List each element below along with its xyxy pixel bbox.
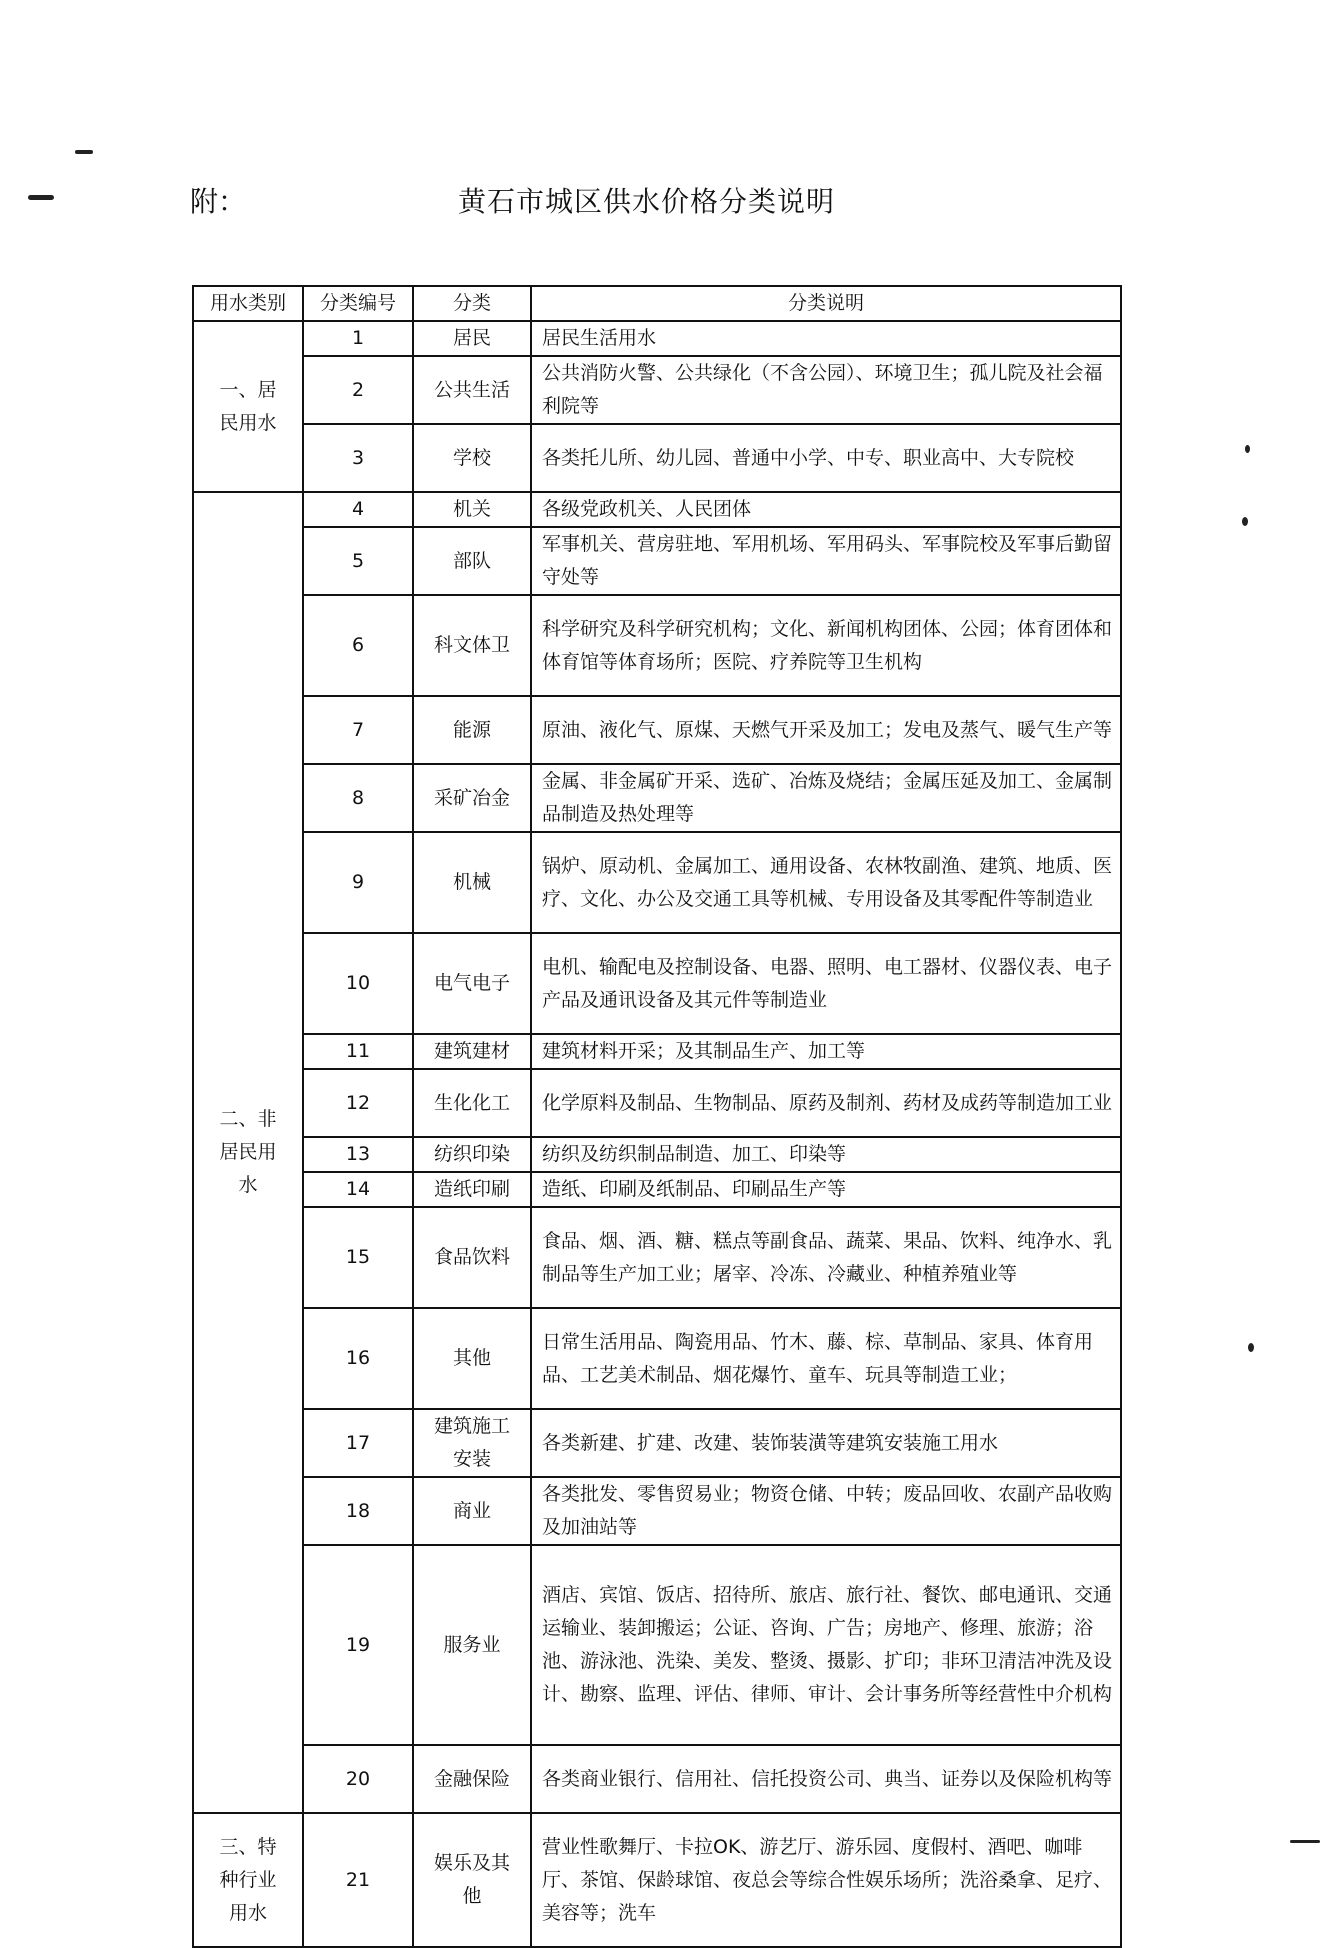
table-row [193,1545,1121,1745]
scan-speck [1242,517,1248,526]
class-cell: 娱乐及其他 [413,1813,531,1947]
description-cell: 各类托儿所、幼儿园、普通中小学、中专、职业高中、大专院校 [531,424,1121,492]
table-row [193,1813,1121,1947]
document-header [190,180,1130,220]
description-cell: 科学研究及科学研究机构；文化、新闻机构团体、公园；体育团体和体育馆等体育场所；医院、疗养院等卫生机构 [531,595,1121,696]
code-cell: 9 [303,832,413,933]
table-row [193,1069,1121,1137]
description-cell: 各级党政机关、人民团体 [531,492,1121,527]
class-cell: 建筑施工安装 [413,1409,531,1477]
table-row [193,321,1121,356]
description-cell: 居民生活用水 [531,321,1121,356]
table-header-row [193,286,1121,321]
table-row [193,1172,1121,1207]
code-cell: 13 [303,1137,413,1172]
table-row [193,1034,1121,1069]
code-cell: 14 [303,1172,413,1207]
description-cell: 各类批发、零售贸易业；物资仓储、中转；废品回收、农副产品收购及加油站等 [531,1477,1121,1545]
code-cell: 16 [303,1308,413,1409]
description-cell: 各类新建、扩建、改建、装饰装潢等建筑安装施工用水 [531,1409,1121,1477]
scan-speck [1245,445,1250,453]
description-cell: 金属、非金属矿开采、选矿、冶炼及烧结；金属压延及加工、金属制品制造及热处理等 [531,764,1121,832]
table-row [193,696,1121,764]
class-cell: 生化化工 [413,1069,531,1137]
class-cell: 部队 [413,527,531,595]
header-code: 分类编号 [303,286,413,321]
class-cell: 金融保险 [413,1745,531,1813]
code-cell: 10 [303,933,413,1034]
code-cell: 19 [303,1545,413,1745]
code-cell: 7 [303,696,413,764]
class-cell: 采矿冶金 [413,764,531,832]
code-cell: 15 [303,1207,413,1308]
code-cell: 12 [303,1069,413,1137]
scan-speck [1290,1840,1320,1843]
description-cell: 化学原料及制品、生物制品、原药及制剂、药材及成药等制造加工业 [531,1069,1121,1137]
header-category: 用水类别 [193,286,303,321]
scan-speck [75,150,93,154]
class-cell: 科文体卫 [413,595,531,696]
table-row [193,356,1121,424]
description-cell: 各类商业银行、信用社、信托投资公司、典当、证券以及保险机构等 [531,1745,1121,1813]
header-class: 分类 [413,286,531,321]
class-cell: 造纸印刷 [413,1172,531,1207]
table-row [193,424,1121,492]
table-row [193,832,1121,933]
class-cell: 其他 [413,1308,531,1409]
table-row [193,1137,1121,1172]
code-cell: 20 [303,1745,413,1813]
scan-speck [28,195,54,200]
class-cell: 能源 [413,696,531,764]
scan-speck [1248,1343,1254,1352]
description-cell: 原油、液化气、原煤、天燃气开采及加工；发电及蒸气、暖气生产等 [531,696,1121,764]
description-cell: 纺织及纺织制品制造、加工、印染等 [531,1137,1121,1172]
table-row [193,595,1121,696]
category-cell: 二、非居民用水 [193,492,303,1813]
description-cell: 日常生活用品、陶瓷用品、竹木、藤、棕、草制品、家具、体育用品、工艺美术制品、烟花爆竹、童车、玩具等制造工业； [531,1308,1121,1409]
code-cell: 8 [303,764,413,832]
class-cell: 学校 [413,424,531,492]
table-row [193,1308,1121,1409]
description-cell: 军事机关、营房驻地、军用机场、军用码头、军事院校及军事后勤留守处等 [531,527,1121,595]
class-cell: 食品饮料 [413,1207,531,1308]
description-cell: 营业性歌舞厅、卡拉OK、游艺厅、游乐园、度假村、酒吧、咖啡厅、茶馆、保龄球馆、夜总会等综合性娱乐场所；洗浴桑拿、足疗、美容等；洗车 [531,1813,1121,1947]
description-cell: 建筑材料开采；及其制品生产、加工等 [531,1034,1121,1069]
category-cell: 三、特种行业用水 [193,1813,303,1947]
code-cell: 21 [303,1813,413,1947]
code-cell: 2 [303,356,413,424]
table-row [193,1745,1121,1813]
description-cell: 锅炉、原动机、金属加工、通用设备、农林牧副渔、建筑、地质、医疗、文化、办公及交通工具等机械、专用设备及其零配件等制造业 [531,832,1121,933]
code-cell: 1 [303,321,413,356]
code-cell: 6 [303,595,413,696]
page-title: 黄石市城区供水价格分类说明 [458,185,836,218]
code-cell: 5 [303,527,413,595]
category-cell: 一、居民用水 [193,321,303,492]
class-cell: 机械 [413,832,531,933]
table-row [193,764,1121,832]
table-row [193,1409,1121,1477]
description-cell: 造纸、印刷及纸制品、印刷品生产等 [531,1172,1121,1207]
code-cell: 18 [303,1477,413,1545]
class-cell: 机关 [413,492,531,527]
price-classification-table [192,285,1122,1948]
class-cell: 建筑建材 [413,1034,531,1069]
code-cell: 4 [303,492,413,527]
table-row [193,527,1121,595]
description-cell: 公共消防火警、公共绿化（不含公园）、环境卫生；孤儿院及社会福利院等 [531,356,1121,424]
description-cell: 酒店、宾馆、饭店、招待所、旅店、旅行社、餐饮、邮电通讯、交通运输业、装卸搬运；公证、咨询、广告；房地产、修理、旅游；浴池、游泳池、洗染、美发、整烫、摄影、扩印；非环卫清洁冲洗及设计、勘察、监理、评估、律师、审计、会计事务所等经营性中介机构 [531,1545,1121,1745]
code-cell: 17 [303,1409,413,1477]
class-cell: 纺织印染 [413,1137,531,1172]
class-cell: 服务业 [413,1545,531,1745]
table-row [193,933,1121,1034]
table-row [193,492,1121,527]
table-body [193,321,1121,1947]
class-cell: 商业 [413,1477,531,1545]
class-cell: 公共生活 [413,356,531,424]
code-cell: 3 [303,424,413,492]
class-cell: 居民 [413,321,531,356]
class-cell: 电气电子 [413,933,531,1034]
attachment-prefix: 附： [190,185,247,218]
code-cell: 11 [303,1034,413,1069]
header-description: 分类说明 [531,286,1121,321]
table-row [193,1207,1121,1308]
table-row [193,1477,1121,1545]
description-cell: 电机、输配电及控制设备、电器、照明、电工器材、仪器仪表、电子产品及通讯设备及其元件等制造业 [531,933,1121,1034]
description-cell: 食品、烟、酒、糖、糕点等副食品、蔬菜、果品、饮料、纯净水、乳制品等生产加工业；屠宰、冷冻、冷藏业、种植养殖业等 [531,1207,1121,1308]
